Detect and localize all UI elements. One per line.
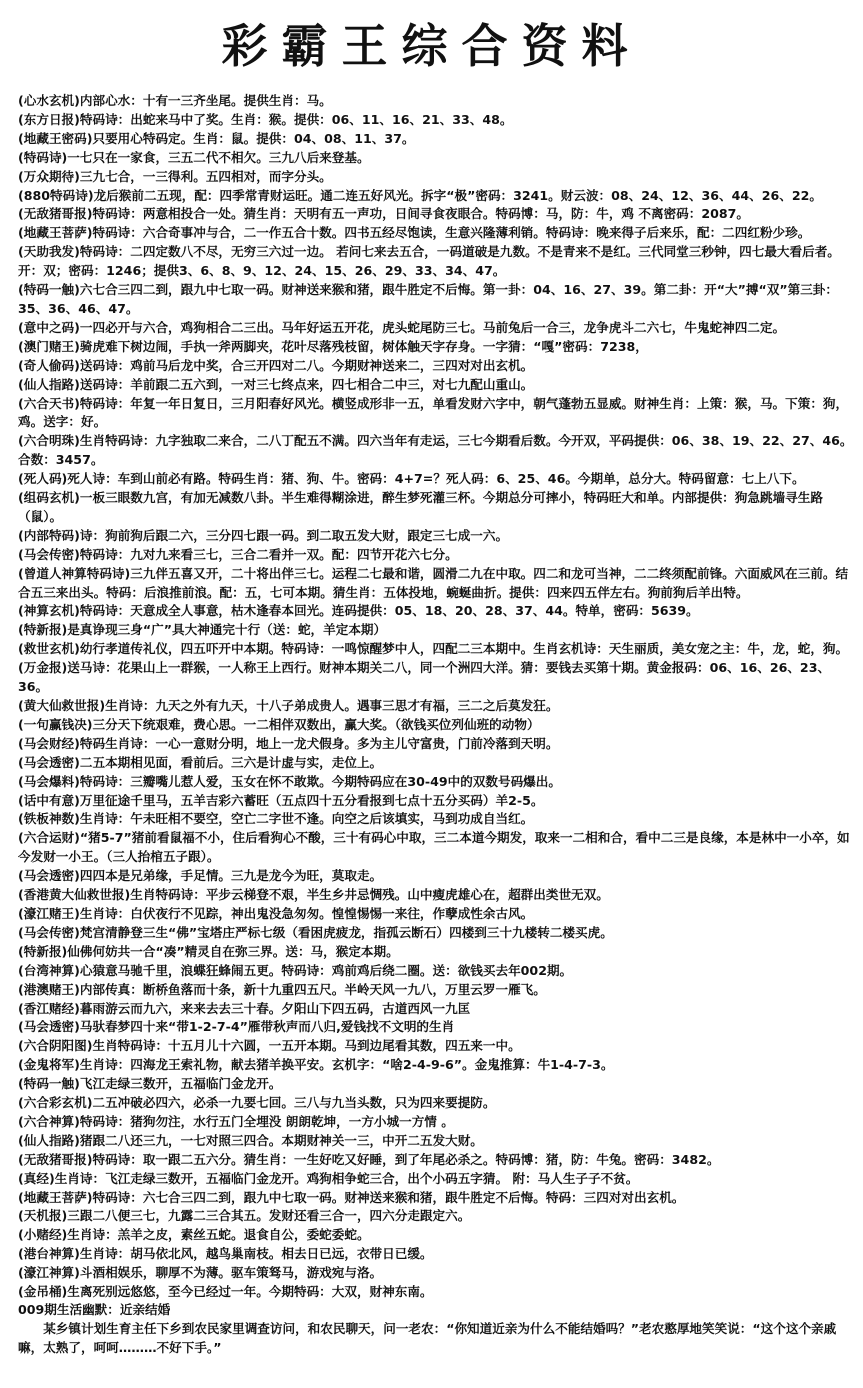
entry-item: (神算玄机)特码诗：天意成全人事意，枯木逢春本回光。连码提供：05、18、20、28、37、44。特单，密码：5639。: [18, 603, 699, 619]
entry-item: (马会透密)二五本期相见面，看前后。三六是计虚与实，走位上。: [18, 754, 383, 770]
entry-item: (无敌猪哥报)特码诗：两意相投合一处。猜生肖：天明有五一声功，日间寻食夜眼合。特码博：马，防：牛，鸡 不离密码：2087。: [18, 206, 750, 222]
entry-item: (澳门赌王)骑虎难下树边闹，手执一斧两脚夹，花叶尽落残枝留，树体触天字存身。一字猜：“嘎”密码：7238，: [18, 338, 648, 354]
entry-item: (六合天书)特码诗：年复一年日复日，三月阳春好风光。横竖成形非一五，单看发财六字中，朝气蓬勃五显威。财神生肖：上策：猴，马。下策：狗，鸡。送字：好。: [18, 395, 849, 430]
entry-item: (香港黄大仙救世报)生肖特码诗：平步云梯登不艰，半生乡井忌惆残。山中瘦虎雄心在，超群出类世无双。: [18, 887, 609, 903]
entry-item: (880特码诗)龙后猴前二五现，配：四季常青财运旺。通二连五好风光。拆字“极”密码：3241。财云波：08、24、12、36、44、26、22。: [18, 187, 822, 203]
entry-item: (特新报)仙佛何妨共一合“凑”精灵自在弥三界。送：马，猴定本期。: [18, 943, 399, 959]
entry-item: (金鬼将军)生肖诗：四海龙王索礼物，献去猪羊换平安。玄机字：“啥2-4-9-6”。金鬼推算：牛1-4-7-3。: [18, 1057, 614, 1073]
entry-item: (真经)生肖诗：飞江走绿三数开，五福临门金龙开。鸡狗相争蛇三合，出个小码五字猜。 附：马人生子子不贫。: [18, 1170, 639, 1186]
entry-item: (特码一触)飞江走绿三数开，五福临门金龙开。: [18, 1076, 282, 1092]
entry-item: (心水玄机)内部心水：十有一三齐坐尾。提供生肖：马。: [18, 93, 332, 108]
entry-item: (组码玄机)一板三眼数九宫，有加无减数八卦。半生难得糊涂进，醉生梦死灌三杯。今期总分可摔小，特码旺大和单。内部提供：狗急跳墙寻生路（鼠）。: [18, 490, 823, 524]
entry-item: (马会透密)四四本是兄弟缘，手足情。三九是龙今为旺，莫取走。: [18, 868, 383, 884]
entry-item: (内部特码)诗：狗前狗后跟二六，三分四七跟一码。到二取五发大财，跟定三七成一六。: [18, 527, 509, 543]
entry-item: (无敌猪哥报)特码诗：取一跟二五六分。猜生肖：一生好吃又好睡，到了年尾必杀之。特码博：猪，防：牛兔。密码：3482。: [18, 1151, 720, 1167]
entry-item: (马会传密)特码诗：九对九来看三七，三合二看并一双。配：四节开花六七分。: [18, 546, 458, 562]
entry-item: (六合运财)“猪5-7”猪前看鼠福不小，住后看狗心不酸，三十有码心中取，三二本道今期发，取来一二相和合，看中二三是良缘，本是林中一小卒，如今发财一小王。（三人抬棺五子跟）。: [18, 830, 850, 865]
page-title: 彩霸王综合资料: [221, 19, 642, 73]
entry-item: (特新报)是真诤现三身“广”具大神通完十行（送：蛇，羊定本期）: [18, 622, 387, 638]
entry-item: (救世玄机)幼行孝道传礼仪，四五吓开中本期。特码诗：一鸣惊醒梦中人，四配二三本期中。生肖玄机诗：天生丽质，美女宠之主：牛，龙，蛇，狗。: [18, 641, 849, 657]
entry-item: (濠江神算)斗酒相娱乐，聊厚不为薄。驱车策驽马，游戏宛与洛。: [18, 1265, 383, 1281]
entry-item: (马会透密)马驮春梦四十来“带1-2-7-4”雁带秋声而八归,爱钱找不文明的生肖: [18, 1019, 455, 1035]
entry-item: (马会传密)梵宫清静登三生“佛”宝塔庄严标七级（看困虎疲龙，指孤云断石）四楼到三十九楼转二楼买虎。: [18, 924, 613, 940]
entry-item: (东方日报)特码诗：出蛇来马中了奖。生肖：猴。提供：06、11、16、21、33、48。: [18, 111, 513, 127]
entry-item: (特码一触)六七合三四二到，跟九中七取一码。财神送来猴和猪，跟牛胜定不后悔。第一卦：04、16、27、39。第二卦：开“大”搏“双”第三卦：35、36、46、47。: [18, 282, 838, 316]
entry-item: (六合阴阳图)生肖特码诗：十五月儿十六圆，一五开本期。马到边尾看其数，四五来一中。: [18, 1038, 521, 1054]
entry-item: (金吊桶)生离死别远悠悠，至今已经过一年。今期特码：大双，财神东南。: [18, 1284, 433, 1300]
entry-item: (小赌经)生肖诗：羔羊之皮，素丝五蛇。退食自公，委蛇委蛇。: [18, 1227, 370, 1243]
entry-item: (仙人指路)送码诗：羊前跟二五六到，一对三七终点来，四七相合二中三，对七九配山重山。: [18, 376, 534, 392]
entry-item: (地藏王密码)只要用心特码定。生肖：鼠。提供：04、08、11、37。: [18, 130, 415, 146]
entry-item: (奇人偷码)送码诗：鸡前马后龙中奖，合三开四对二八。今期财神送来二，三四对对出玄机。: [18, 357, 534, 373]
entry-item: (地藏王菩萨)特码诗：六合奇事冲与合，二一作五合十数。四书五经尽饱读，生意兴隆薄利销。特码诗：晚来得子后来乐，配：二四红粉少珍。: [18, 225, 811, 241]
entry-item: (话中有意)万里征途千里马，五羊吉彩六蓄旺（五点四十五分看报到七点十五分买码）羊2-5。: [18, 792, 544, 808]
entry-item: (濠江赌王)生肖诗：白伏夜行不见踪，神出鬼没急匆匆。惶惶惕惕一来往，作孽成性余古风。: [18, 905, 534, 921]
entry-item: (意中之码)一四必开与六合，鸡狗相合二三出。马年好运五开花，虎头蛇尾防三七。马前兔后一合三，龙争虎斗二六七，牛鬼蛇神四二定。: [18, 319, 786, 335]
story-body: 某乡镇计划生育主任下乡到农民家里调查访问，和农民聊天，问一老农：“你知道近亲为什么不能结婚吗？”老农憨厚地笑笑说：“这个这个亲戚嘛，太熟了，呵呵………不好下手。”: [18, 1321, 837, 1355]
entry-item: (六合彩玄机)二五冲破必四六，必杀一九要七回。三八与九当头数，只为四来要提防。: [18, 1095, 496, 1111]
entry-item: (万众期待)三九七合，一三得利。五四相对，而字分头。: [18, 168, 332, 184]
entry-item: (特码诗)一七只在一家食，三五二代不相欠。三九八后来登基。: [18, 149, 370, 165]
entry-item: (天助我发)特码诗：二四定数八不尽，无穷三六过一边。 若问七来去五合，一码道破是九数。不是青来不是红。三代同堂三秒钟，四七最大看后者。 开：双；密码：1246；提供3、6、8、9、12、24、15、26、29、33、34、47。: [18, 244, 840, 279]
entry-item: (地藏王菩萨)特码诗：六七合三四二到，跟九中七取一码。财神送来猴和猪，跟牛胜定不后悔。特码：三四对对出玄机。: [18, 1189, 685, 1205]
entry-item: (港台神算)生肖诗：胡马依北风，越鸟巢南枝。相去日已远，衣带日已缓。: [18, 1246, 433, 1262]
story-title: 009期生活幽默：近亲结婚: [18, 1302, 171, 1317]
entry-item: (仙人指路)猪跟二八还三九，一七对照三四合。本期财神关一三，中开二五发大财。: [18, 1132, 483, 1148]
entry-item: (马会爆料)特码诗：三瓣嘴儿惹人爱，玉女在怀不敢欺。今期特码应在30-49中的双数号码爆出。: [18, 773, 561, 789]
entry-item: (港澳赌王)内部传真：断桥鱼落而十条，新十九重四五尺。半岭天风一九八，万里云罗一雁飞。: [18, 981, 546, 997]
entry-item: (黄大仙救世报)生肖诗：九天之外有九天，十八子弟成贵人。遇事三思才有福，三二之后莫发狂。: [18, 698, 559, 713]
entry-item: (马会财经)特码生肖诗：一心一意财分明，地上一龙犬假身。多为主儿守富贵，门前冷落到天明。: [18, 735, 559, 751]
entry-item: (曾道人神算特码诗)三九伴五喜又开，二十将出伴三七。运程二七最和谐，圆滑二九在中取。四二和龙可当神，二二终须配前锋。六面威风在三前。结合五三来出头。特码：后浪推前浪。配：五，七可本期。猜生肖：五体投地，蜿蜒曲折。提供：四来四五伴左右。狗前狗后羊出特。: [18, 565, 849, 600]
entry-item: (万金报)送马诗：花果山上一群猴，一人称王上西行。财神本期关二八，同一个洲四大洋。猜：要钱去买第十期。黄金报码：06、16、26、23、36。: [18, 660, 831, 695]
entry-item: (铁板神数)生肖诗：午未旺相不要空，空亡二字世不逢。向空之后该填实，马到功成自当红。: [18, 811, 534, 827]
entry-item: (六合明珠)生肖特码诗：九字独取二来合，二八丁配五不满。四六当年有走运，三七今期看后数。今开双，平码提供：06、38、19、22、27、46。合数：3457。: [18, 433, 853, 468]
entry-item: (天机报)三跟二八便三七，九露二三合其五。发财还看三合一，四六分走跟定六。: [18, 1208, 471, 1224]
entry-item: (死人码)死人诗：车到山前必有路。特码生肖：猪、狗、牛。密码：4+7=？死人码：6、25、46。今期单，总分大。特码留意：七上八下。: [18, 471, 805, 487]
entry-item: (一句赢钱决)三分天下统艰难，费心思。一二相伴双数出，赢大奖。（欲钱买位列仙班的动物）: [18, 716, 540, 732]
humor-story: [18, 1300, 856, 1357]
entry-item: (六合神算)特码诗：猪狗勿注，水行五门全埋没 朗朗乾坤，一方小城一方情 。: [18, 1113, 454, 1129]
entry-item: (香江赌经)暮雨游云而九六，来来去去三十春。夕阳山下四五码，古道西风一九匡: [18, 1000, 471, 1016]
entries-list: [18, 92, 856, 1302]
entry-item: (台湾神算)心猿意马驰千里，浪蝶狂蜂闹五更。特码诗：鸡前鸡后绕二圈。送：欲钱买去年002期。: [18, 962, 573, 978]
